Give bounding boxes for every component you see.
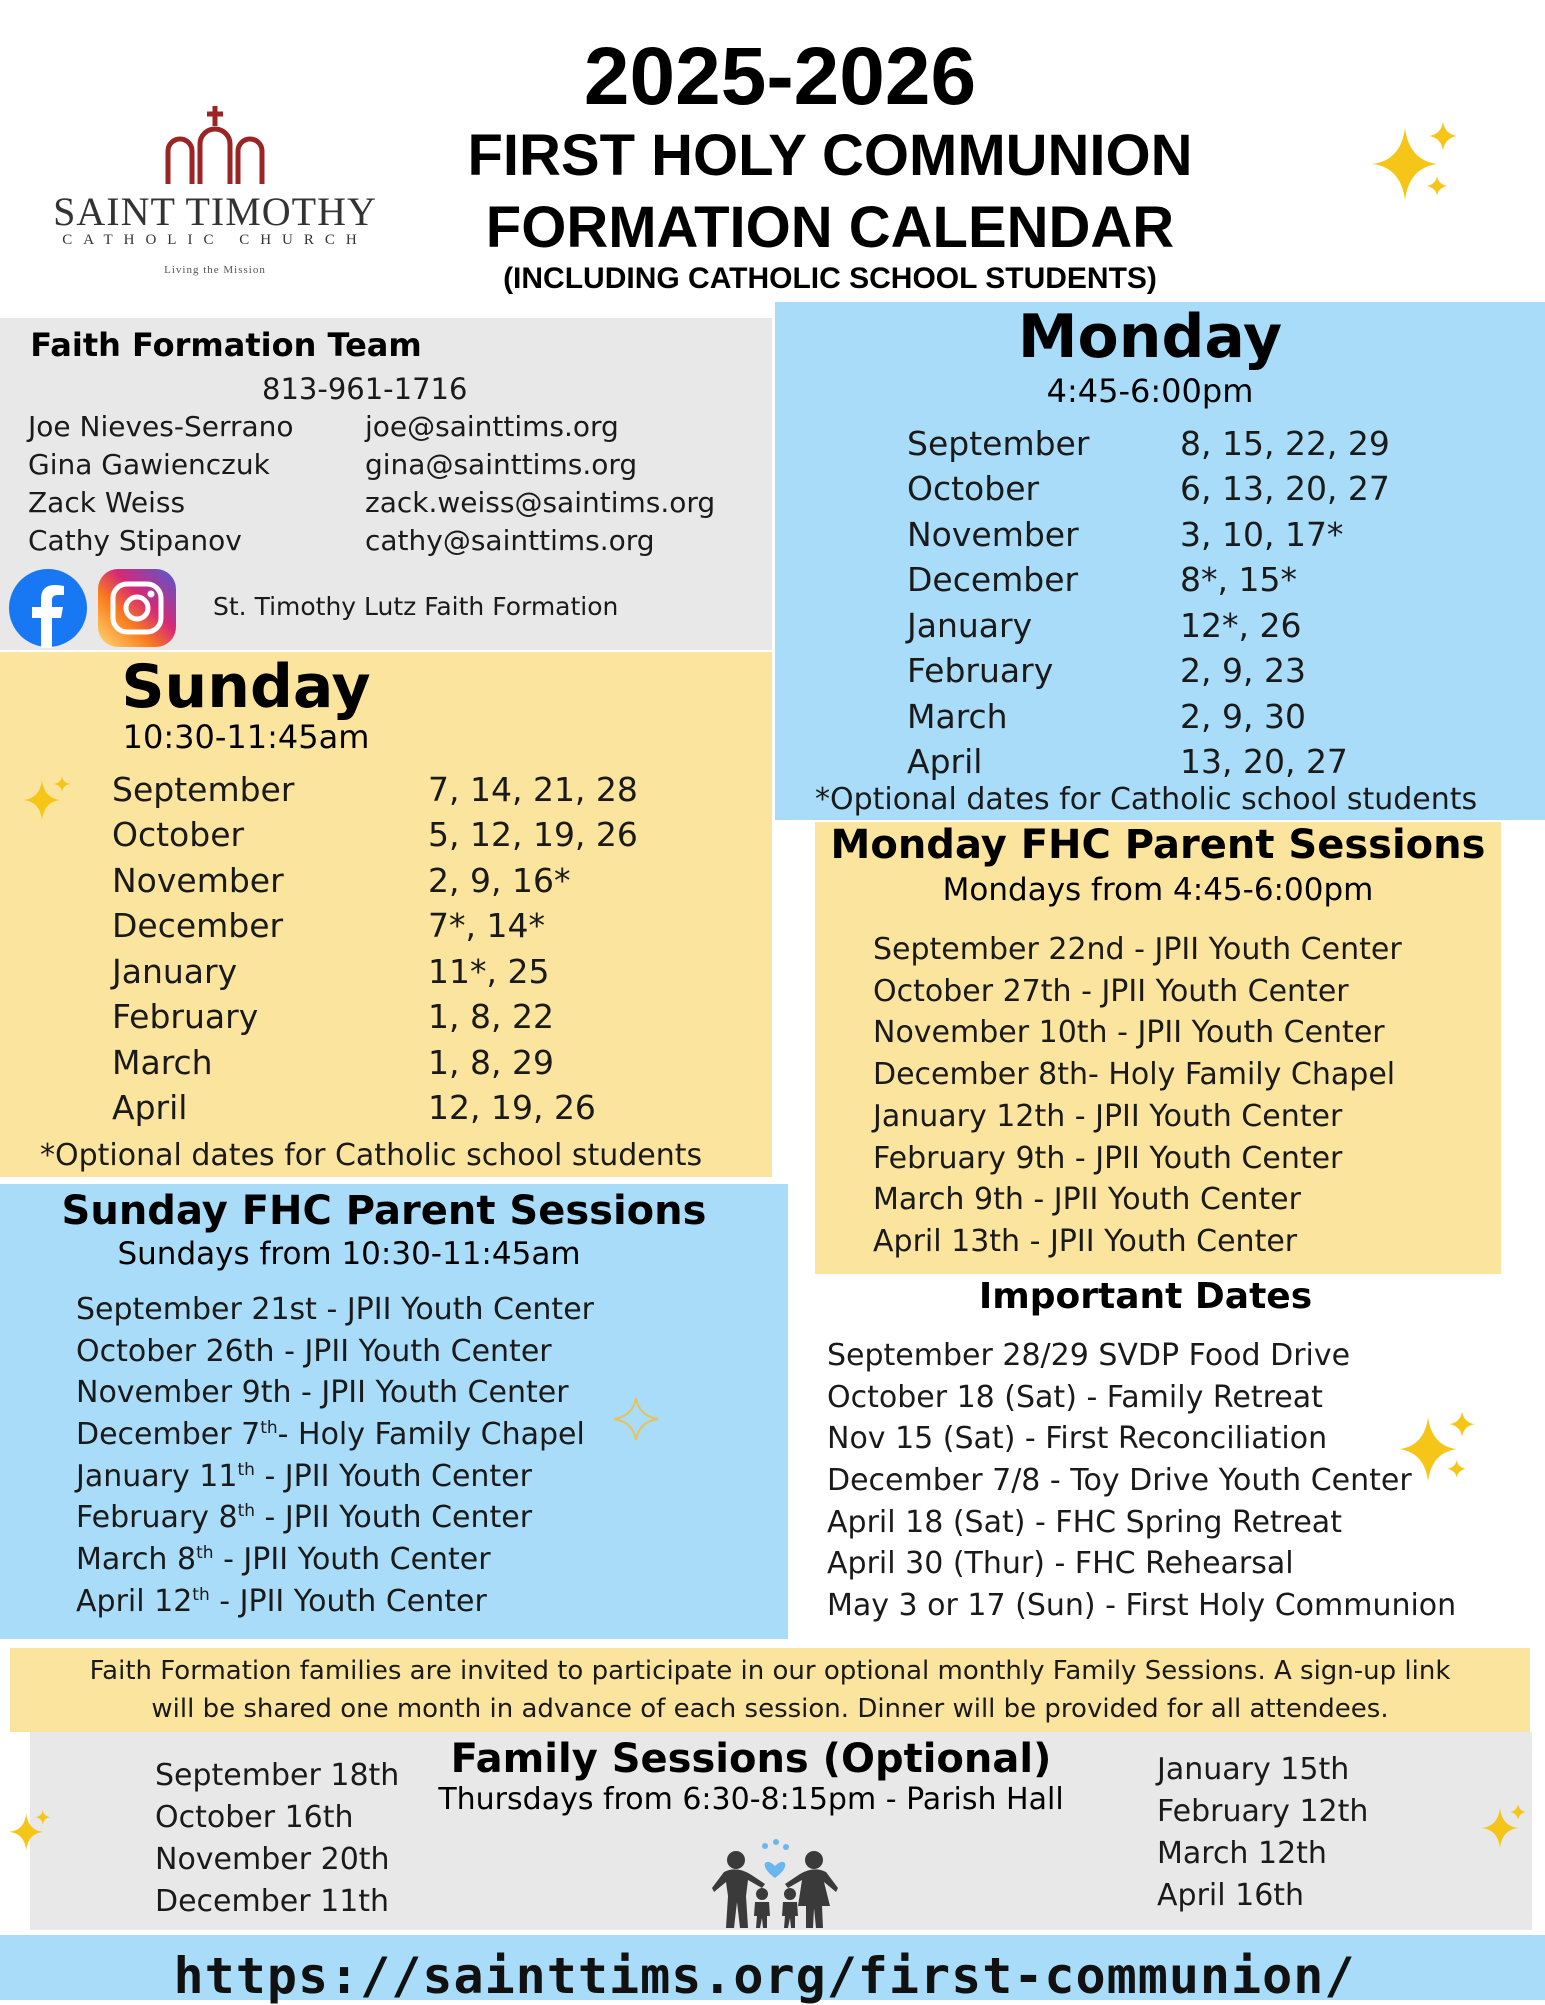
family-session-date: December 11th bbox=[155, 1884, 390, 1919]
important-date-item: May 3 or 17 (Sun) - First Holy Communion bbox=[827, 1588, 1457, 1623]
monday-dates: 8*, 15* bbox=[1180, 560, 1297, 599]
sunday-parent-session: November 9th - JPII Youth Center bbox=[76, 1375, 569, 1410]
family-session-date: February 12th bbox=[1157, 1794, 1369, 1829]
sunday-title: Sunday bbox=[121, 652, 371, 722]
monday-dates: 8, 15, 22, 29 bbox=[1180, 424, 1390, 463]
sunday-month: April bbox=[112, 1088, 188, 1127]
monday-month: December bbox=[907, 560, 1079, 599]
church-logo bbox=[40, 100, 390, 290]
sunday-parent-session: January 11th - JPII Youth Center bbox=[76, 1459, 532, 1494]
member-name: Cathy Stipanov bbox=[28, 524, 242, 557]
sparkle-icon bbox=[612, 1394, 662, 1444]
sunday-parent-session: April 12th - JPII Youth Center bbox=[76, 1584, 487, 1619]
family-icon bbox=[710, 1836, 840, 1930]
monday-dates: 13, 20, 27 bbox=[1180, 742, 1348, 781]
family-sessions-panel bbox=[30, 1732, 1532, 1930]
monday-parent-session: February 9th - JPII Youth Center bbox=[873, 1141, 1343, 1176]
monday-time: 4:45-6:00pm bbox=[1046, 372, 1254, 410]
sunday-month: December bbox=[112, 906, 284, 945]
sunday-month: September bbox=[112, 770, 295, 809]
sunday-dates: 12, 19, 26 bbox=[428, 1088, 596, 1127]
monday-parent-title: Monday FHC Parent Sessions bbox=[830, 822, 1486, 868]
sunday-time: 10:30-11:45am bbox=[122, 718, 370, 756]
important-title: Important Dates bbox=[978, 1276, 1313, 1317]
sunday-dates: 2, 9, 16* bbox=[428, 861, 571, 900]
important-date-item: April 30 (Thur) - FHC Rehearsal bbox=[827, 1546, 1294, 1581]
monday-month: November bbox=[907, 515, 1079, 554]
sunday-dates: 11*, 25 bbox=[428, 952, 550, 991]
sparkle-icon bbox=[22, 774, 72, 824]
social-label: St. Timothy Lutz Faith Formation bbox=[213, 592, 619, 621]
monday-dates: 3, 10, 17* bbox=[1180, 515, 1344, 554]
logo-subtitle: CATHOLIC CHURCH bbox=[62, 232, 368, 248]
monday-month: April bbox=[907, 742, 983, 781]
sunday-parent-session: September 21st - JPII Youth Center bbox=[76, 1292, 594, 1327]
team-phone: 813-961-1716 bbox=[262, 372, 468, 406]
family-session-date: October 16th bbox=[155, 1800, 354, 1835]
sunday-parent-session: February 8th - JPII Youth Center bbox=[76, 1500, 533, 1535]
monday-parent-sessions-panel bbox=[815, 822, 1501, 1274]
family-subtitle: Thursdays from 6:30-8:15pm - Parish Hall bbox=[438, 1782, 1064, 1817]
sunday-parent-title: Sunday FHC Parent Sessions bbox=[61, 1188, 707, 1234]
sunday-parent-session: December 7th- Holy Family Chapel bbox=[76, 1417, 585, 1452]
sunday-parent-session: March 8th - JPII Youth Center bbox=[76, 1542, 491, 1577]
note-line-2: will be shared one month in advance of each session. Dinner will be provided for all attendees. bbox=[151, 1694, 1389, 1724]
important-date-item: Nov 15 (Sat) - First Reconciliation bbox=[827, 1421, 1328, 1456]
sparkle-icon bbox=[6, 1808, 52, 1854]
sunday-month: October bbox=[112, 815, 245, 854]
monday-schedule-panel bbox=[775, 302, 1545, 820]
sunday-footnote: *Optional dates for Catholic school students bbox=[40, 1138, 703, 1173]
sunday-schedule-panel bbox=[0, 652, 772, 1177]
instagram-icon[interactable] bbox=[97, 568, 177, 648]
member-email[interactable]: cathy@sainttims.org bbox=[365, 524, 655, 557]
sunday-dates: 7, 14, 21, 28 bbox=[428, 770, 638, 809]
sunday-dates: 1, 8, 22 bbox=[428, 997, 554, 1036]
monday-dates: 6, 13, 20, 27 bbox=[1180, 469, 1390, 508]
sunday-month: March bbox=[112, 1043, 213, 1082]
subtitle: (INCLUDING CATHOLIC SCHOOL STUDENTS) bbox=[503, 262, 1157, 295]
monday-month: February bbox=[907, 651, 1054, 690]
member-name: Joe Nieves-Serrano bbox=[28, 410, 294, 443]
important-date-item: December 7/8 - Toy Drive Youth Center bbox=[827, 1463, 1412, 1498]
sparkle-icon bbox=[1365, 118, 1465, 213]
monday-parent-session: November 10th - JPII Youth Center bbox=[873, 1015, 1385, 1050]
sparkle-icon bbox=[1478, 1802, 1528, 1852]
team-title: Faith Formation Team bbox=[30, 326, 422, 364]
important-date-item: April 18 (Sat) - FHC Spring Retreat bbox=[827, 1505, 1342, 1540]
title-line-1: FIRST HOLY COMMUNION bbox=[467, 123, 1193, 188]
monday-parent-session: October 27th - JPII Youth Center bbox=[873, 974, 1349, 1009]
sunday-dates: 5, 12, 19, 26 bbox=[428, 815, 638, 854]
monday-dates: 2, 9, 30 bbox=[1180, 697, 1306, 736]
facebook-icon[interactable] bbox=[8, 568, 88, 648]
monday-parent-session: December 8th- Holy Family Chapel bbox=[873, 1057, 1396, 1092]
family-session-date: January 15th bbox=[1157, 1752, 1350, 1787]
sunday-parent-subtitle: Sundays from 10:30-11:45am bbox=[117, 1236, 581, 1272]
sunday-parent-sessions-panel bbox=[0, 1184, 788, 1639]
monday-parent-session: March 9th - JPII Youth Center bbox=[873, 1182, 1301, 1217]
sunday-parent-session: October 26th - JPII Youth Center bbox=[76, 1334, 552, 1369]
sunday-dates: 7*, 14* bbox=[428, 906, 545, 945]
monday-parent-subtitle: Mondays from 4:45-6:00pm bbox=[942, 872, 1374, 908]
family-title: Family Sessions (Optional) bbox=[450, 1736, 1052, 1782]
logo-name: SAINT TIMOTHY bbox=[53, 189, 377, 234]
footer-url-bar bbox=[0, 1935, 1545, 2005]
calendar-year: 2025-2026 bbox=[583, 31, 977, 122]
important-date-item: October 18 (Sat) - Family Retreat bbox=[827, 1380, 1323, 1415]
footer-url[interactable]: https://sainttims.org/first-communion/ bbox=[173, 1947, 1356, 2005]
member-email[interactable]: zack.weiss@saintims.org bbox=[365, 486, 716, 519]
note-line-1: Faith Formation families are invited to participate in our optional monthly Family Sessions. A sign-up link bbox=[89, 1656, 1451, 1686]
family-session-date: March 12th bbox=[1157, 1836, 1327, 1871]
cross-icon bbox=[160, 106, 270, 186]
important-date-item: September 28/29 SVDP Food Drive bbox=[827, 1338, 1351, 1373]
member-email[interactable]: joe@sainttims.org bbox=[365, 410, 619, 443]
monday-month: January bbox=[907, 606, 1033, 645]
monday-parent-session: January 12th - JPII Youth Center bbox=[873, 1099, 1343, 1134]
faith-formation-team-panel bbox=[0, 318, 772, 650]
sunday-month: November bbox=[112, 861, 284, 900]
member-email[interactable]: gina@sainttims.org bbox=[365, 448, 638, 481]
monday-parent-session: April 13th - JPII Youth Center bbox=[873, 1224, 1298, 1259]
family-session-date: September 18th bbox=[155, 1758, 400, 1793]
monday-month: March bbox=[907, 697, 1008, 736]
family-session-date: April 16th bbox=[1157, 1878, 1305, 1913]
monday-month: October bbox=[907, 469, 1040, 508]
logo-motto: Living the Mission bbox=[164, 264, 266, 276]
member-name: Zack Weiss bbox=[28, 486, 186, 519]
family-session-date: November 20th bbox=[155, 1842, 390, 1877]
sunday-dates: 1, 8, 29 bbox=[428, 1043, 554, 1082]
monday-parent-session: September 22nd - JPII Youth Center bbox=[873, 932, 1402, 967]
monday-title: Monday bbox=[1017, 302, 1283, 372]
monday-dates: 12*, 26 bbox=[1180, 606, 1302, 645]
sunday-month: January bbox=[112, 952, 238, 991]
sunday-month: February bbox=[112, 997, 259, 1036]
monday-footnote: *Optional dates for Catholic school students bbox=[815, 782, 1478, 817]
monday-dates: 2, 9, 23 bbox=[1180, 651, 1306, 690]
family-sessions-note bbox=[10, 1648, 1530, 1732]
member-name: Gina Gawienczuk bbox=[28, 448, 270, 481]
sparkle-icon bbox=[1392, 1408, 1482, 1493]
monday-month: September bbox=[907, 424, 1090, 463]
title-line-2: FORMATION CALENDAR bbox=[485, 195, 1175, 260]
